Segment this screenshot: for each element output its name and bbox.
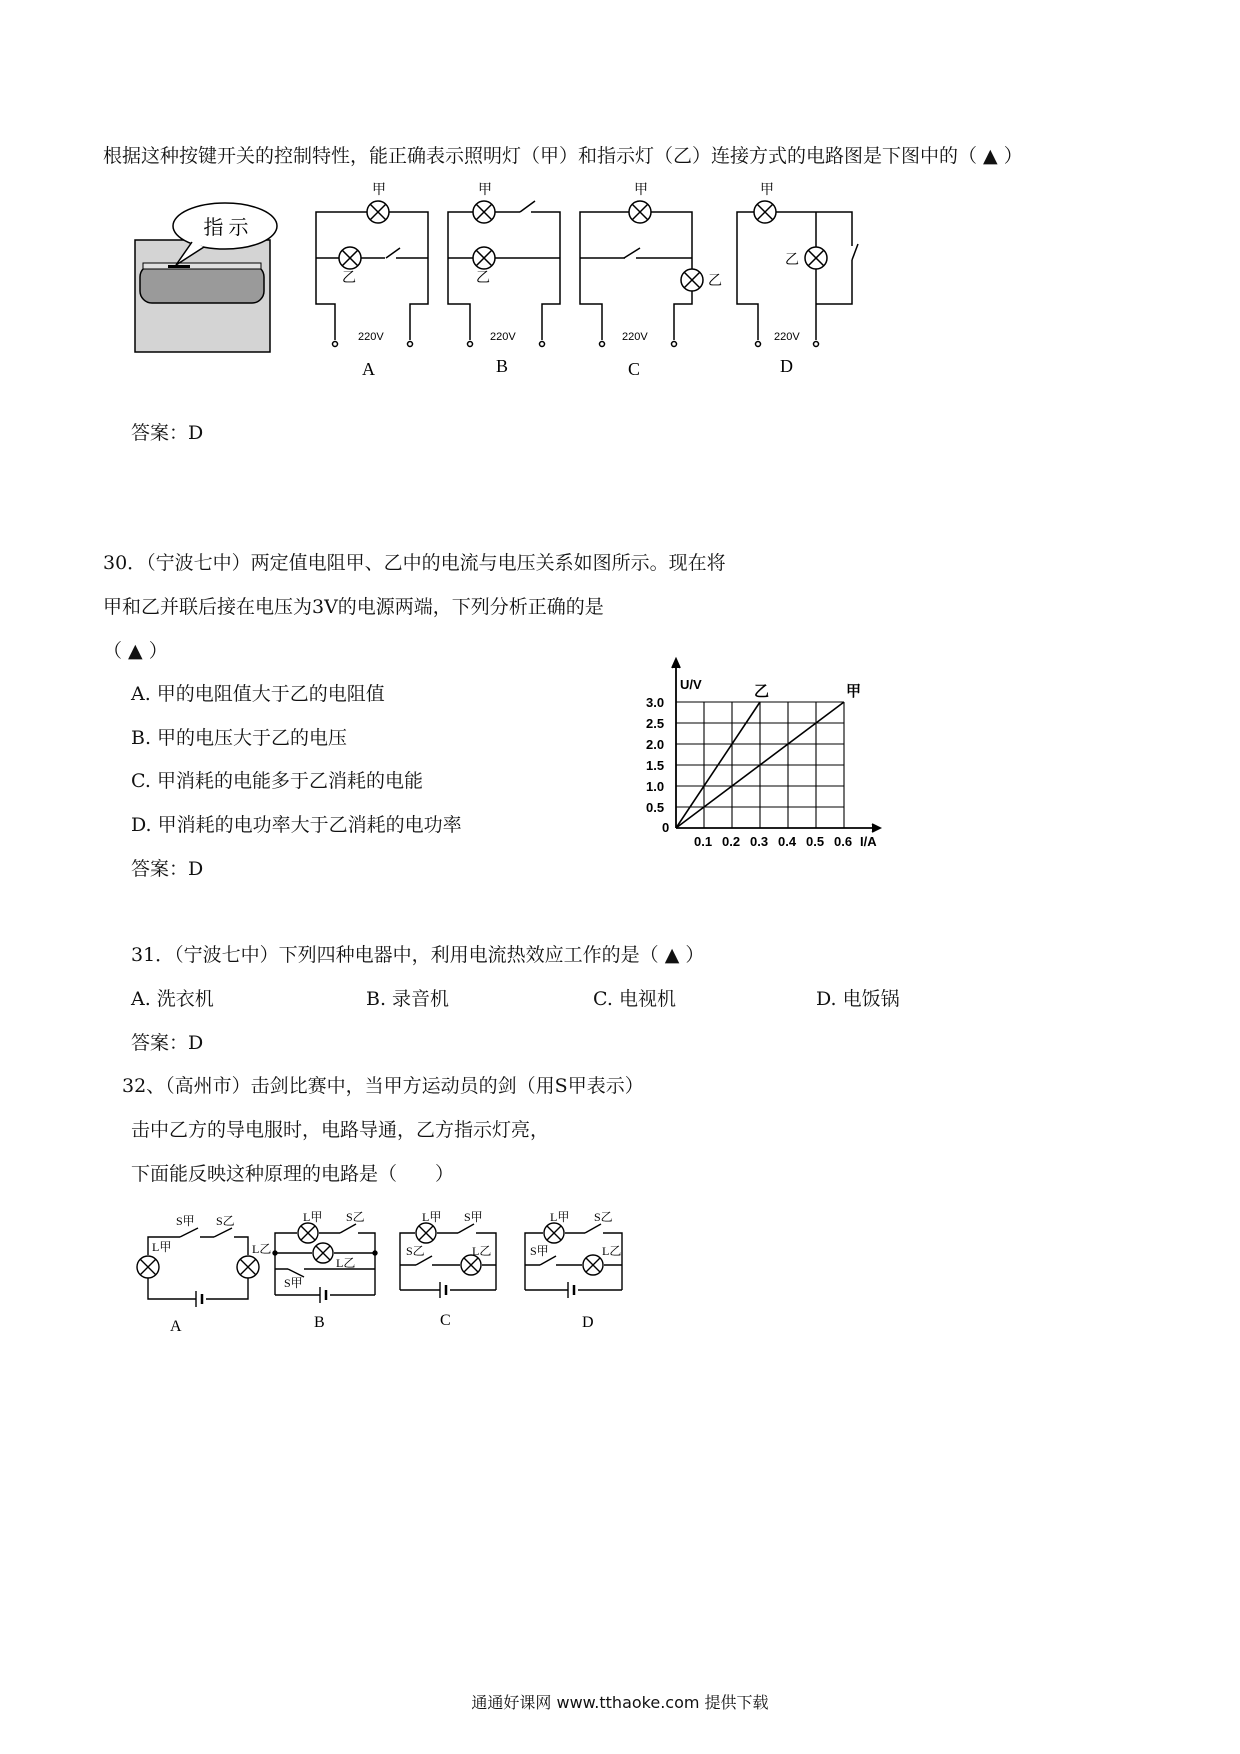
q30-option-b: B. 甲的电压大于乙的电压: [131, 727, 348, 749]
q30-answer: 答案：D: [131, 858, 204, 880]
q31-option-b: B. 录音机: [366, 988, 450, 1010]
q32b-s-yi: S乙: [346, 1210, 365, 1224]
q32d-l-jia: L甲: [550, 1210, 570, 1224]
lamp-jia-d: 甲: [760, 183, 774, 198]
lamp-yi-a: 乙: [342, 271, 356, 286]
voltage-d: 220V: [774, 331, 800, 343]
page-footer: 通通好课网 www.tthaoke.com 提供下载: [471, 1693, 769, 1712]
lamp-yi-b: 乙: [476, 271, 490, 286]
q29-circuit-d: [737, 201, 858, 347]
series-label-2: 甲: [846, 683, 862, 700]
voltage-c: 220V: [622, 331, 648, 343]
y-axis-label: U/V: [680, 677, 702, 692]
voltage-b: 220V: [490, 331, 516, 343]
q32b-l-yi: L乙: [336, 1256, 356, 1270]
x-tick-label: 0.4: [778, 834, 797, 849]
q30-stem-line1: 30．（宁波七中）两定值电阻甲、乙中的电流与电压关系如图所示。现在将: [103, 552, 726, 574]
q32d-s-yi: S乙: [594, 1210, 613, 1224]
q32-circuit-b: [273, 1223, 377, 1303]
q32a-l-jia: L甲: [152, 1240, 172, 1254]
y-tick-label: 0.5: [646, 800, 665, 815]
q32a-l-yi: L乙: [252, 1242, 272, 1256]
q32-label-d: D: [582, 1314, 594, 1331]
q31-option-a: A. 洗衣机: [131, 988, 214, 1010]
voltage-a: 220V: [358, 331, 384, 343]
q32-label-b: B: [314, 1314, 325, 1331]
q32-circuit-d: [525, 1223, 622, 1298]
q32c-s-yi: S乙: [406, 1244, 425, 1258]
q32-stem-line3: 下面能反映这种原理的电路是（ ）: [131, 1163, 455, 1185]
x-tick-label: 0.3: [750, 834, 769, 849]
q32-label-c: C: [440, 1312, 451, 1329]
push-switch-illustration: [135, 203, 277, 352]
lamp-yi-d: 乙: [785, 253, 799, 268]
q32b-s-jia: S甲: [284, 1276, 303, 1290]
x-tick-label: 0.6: [834, 834, 853, 849]
q29-circuit-c: [580, 201, 703, 347]
x-axis-label: I/A: [860, 834, 877, 849]
x-tick-label: 0.2: [722, 834, 741, 849]
label-a: A: [362, 359, 375, 379]
label-d: D: [780, 356, 793, 376]
q32-figure: [0, 1195, 1240, 1355]
q32-label-a: A: [170, 1318, 182, 1335]
q32c-l-yi: L乙: [472, 1244, 492, 1258]
label-c: C: [628, 359, 641, 379]
label-b: B: [496, 356, 509, 376]
q32a-s-jia: S甲: [176, 1214, 195, 1228]
q32c-s-jia: S甲: [464, 1210, 483, 1224]
q32-stem-line1: 32、（高州市）击剑比赛中，当甲方运动员的剑（用S甲表示）: [122, 1075, 644, 1097]
q31-option-c: C. 电视机: [593, 988, 676, 1010]
q32d-l-yi: L乙: [602, 1244, 622, 1258]
q32b-l-jia: L甲: [303, 1210, 323, 1224]
q31-stem: 31．（宁波七中）下列四种电器中，利用电流热效应工作的是（ ▲ ）: [131, 944, 705, 966]
q30-option-c: C. 甲消耗的电能多于乙消耗的电能: [131, 770, 423, 792]
q30-stem-line2: 甲和乙并联后接在电压为3V的电源两端，下列分析正确的是: [103, 596, 604, 618]
q32a-s-yi: S乙: [216, 1214, 235, 1228]
y-tick-label: 2.5: [646, 716, 665, 731]
q29-circuit-b: [448, 201, 560, 347]
q29-stem: 根据这种按键开关的控制特性，能正确表示照明灯（甲）和指示灯（乙）连接方式的电路图是下图中的（ ▲ ）: [103, 145, 1023, 167]
lamp-jia-c: 甲: [634, 183, 648, 198]
y-tick-label: 2.0: [646, 737, 665, 752]
q29-circuit-a: [316, 201, 428, 347]
y-tick-label: 3.0: [646, 695, 665, 710]
q30-option-d: D. 甲消耗的电功率大于乙消耗的电功率: [131, 814, 462, 836]
series-label-1: 乙: [754, 683, 770, 700]
x-tick-label: 0.1: [694, 834, 713, 849]
lamp-jia-a: 甲: [372, 183, 386, 198]
indicator-label: 指 示: [203, 217, 249, 239]
y-tick-label: 1.0: [646, 779, 665, 794]
lamp-jia-b: 甲: [478, 183, 492, 198]
q32-stem-line2: 击中乙方的导电服时，电路导通，乙方指示灯亮，: [131, 1119, 550, 1141]
q30-stem-line3: （ ▲ ）: [103, 640, 168, 662]
x-tick-label: 0.5: [806, 834, 825, 849]
q31-option-d: D. 电饭锅: [816, 988, 900, 1010]
q30-option-a: A. 甲的电阻值大于乙的电阻值: [131, 683, 385, 705]
origin-label: 0: [662, 820, 670, 835]
q32d-s-jia: S甲: [530, 1244, 549, 1258]
q29-figure: [0, 170, 1240, 570]
q32c-l-jia: L甲: [422, 1210, 442, 1224]
q29-answer: 答案：D: [131, 422, 204, 444]
lamp-yi-c: 乙: [708, 274, 722, 289]
ui-graph: [640, 650, 920, 850]
q31-answer: 答案：D: [131, 1032, 204, 1054]
q32-circuit-c: [400, 1223, 496, 1298]
y-tick-label: 1.5: [646, 758, 665, 773]
